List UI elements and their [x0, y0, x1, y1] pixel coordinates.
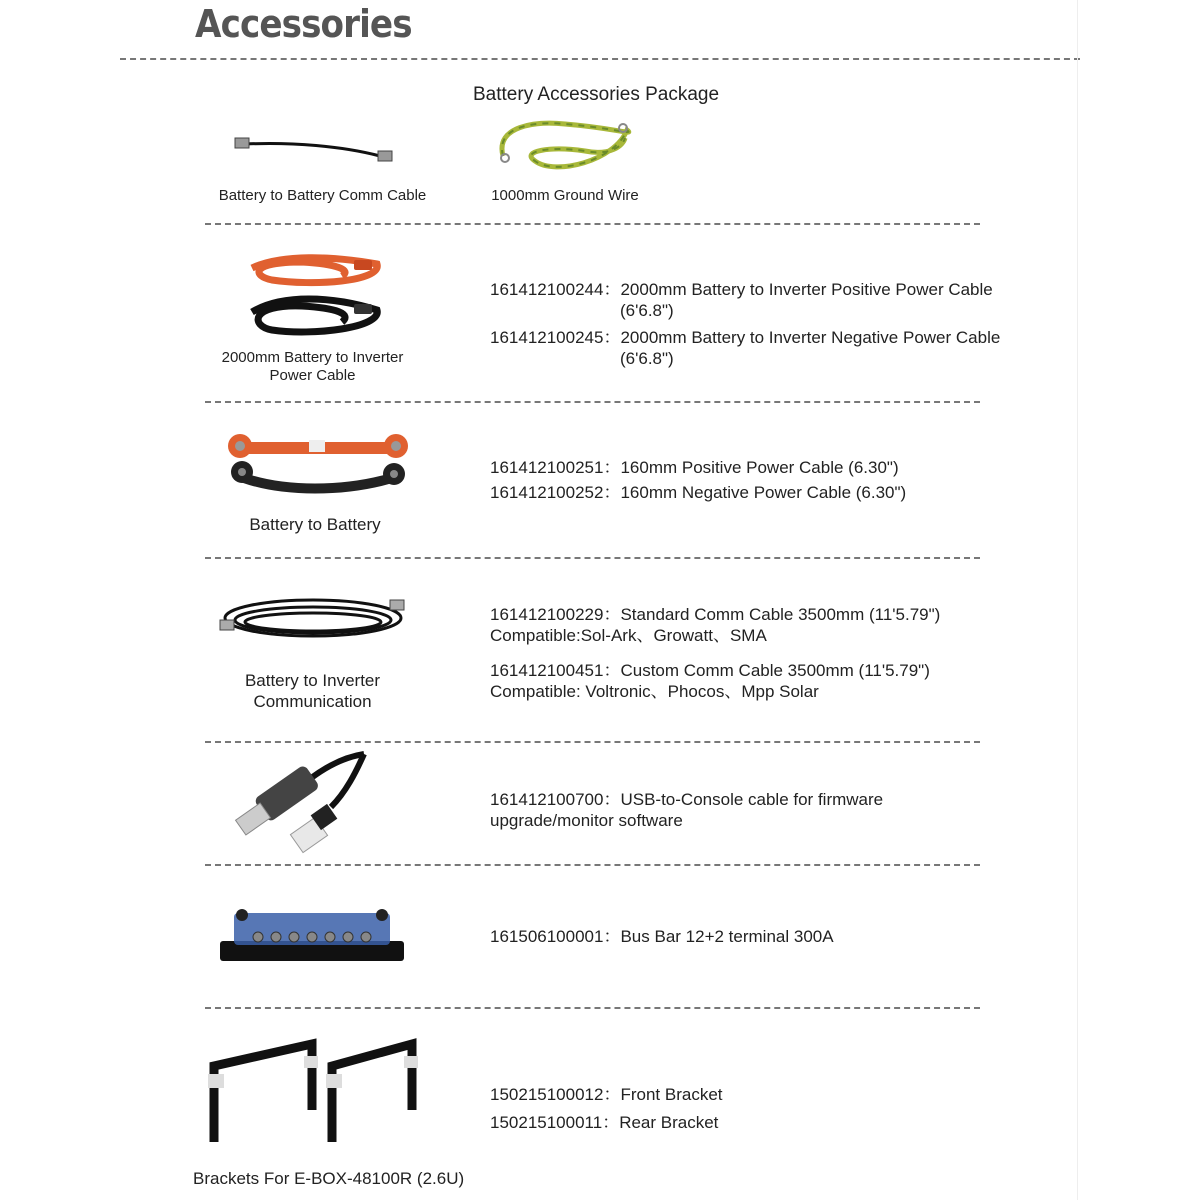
part-number: 161412100251： — [490, 458, 621, 477]
part-number: 161412100245： — [490, 328, 621, 347]
list-item — [490, 482, 906, 503]
compatibility-note: Compatible:Sol-Ark、Growatt、SMA — [490, 626, 767, 645]
list-item — [490, 279, 993, 300]
brackets-caption: Brackets For E-BOX-48100R (2.6U) — [193, 1169, 465, 1188]
title-divider — [120, 58, 1080, 60]
section-divider — [205, 401, 980, 403]
usb-console-cable-image — [236, 752, 371, 862]
part-description: 160mm Positive Power Cable (6.30") — [620, 458, 899, 477]
list-item — [490, 660, 930, 681]
package-heading: Battery Accessories Package — [473, 84, 720, 105]
section-divider — [205, 223, 980, 225]
section-divider — [205, 557, 980, 559]
part-description: 2000mm Battery to Inverter Positive Power Cable — [620, 280, 993, 299]
inverter-comm-cable-image — [218, 590, 408, 650]
section-divider — [205, 1007, 980, 1009]
power-cable-caption-line1: 2000mm Battery to Inverter — [221, 349, 404, 366]
inverter-comm-caption-line2: Communication — [253, 692, 372, 711]
section-divider — [205, 864, 980, 866]
section-divider — [205, 741, 980, 743]
list-item — [490, 327, 1000, 348]
list-item — [490, 1112, 718, 1133]
part-number: 161412100451： — [490, 661, 621, 680]
part-description: Custom Comm Cable 3500mm (11'5.79") — [620, 661, 930, 680]
power-cable-image — [242, 252, 387, 342]
ground-wire-image — [495, 116, 635, 176]
part-number: 161412100229： — [490, 605, 621, 624]
part-description: USB-to-Console cable for firmware — [620, 790, 884, 809]
list-item — [490, 457, 899, 478]
part-number: 150215100012： — [490, 1085, 621, 1104]
brackets-image — [204, 1038, 424, 1148]
battery-link-cable-image — [224, 430, 409, 500]
battery-link-caption: Battery to Battery — [249, 515, 381, 534]
part-number: 150215100011： — [490, 1113, 620, 1132]
list-item — [490, 926, 834, 947]
ground-wire-caption: 1000mm Ground Wire — [491, 187, 639, 204]
part-number: 161412100252： — [490, 483, 621, 502]
compatibility-note: Compatible: Voltronic、Phocos、Mpp Solar — [490, 682, 819, 701]
bus-bar-image — [218, 905, 406, 965]
part-number: 161412100700： — [490, 790, 621, 809]
part-number: 161506100001： — [490, 927, 621, 946]
inverter-comm-caption-line1: Battery to Inverter — [244, 671, 381, 690]
part-description-cont: (6'6.8") — [620, 349, 674, 368]
comm-cable-image — [232, 132, 397, 168]
page-title: Accessories — [195, 2, 412, 46]
part-description-cont: upgrade/monitor software — [490, 811, 683, 830]
list-item — [490, 789, 883, 810]
part-number: 161412100244： — [490, 280, 621, 299]
part-description: 160mm Negative Power Cable (6.30") — [620, 483, 907, 502]
part-description-cont: (6'6.8") — [620, 301, 674, 320]
page-edge-line — [1077, 0, 1078, 1200]
part-description: Bus Bar 12+2 terminal 300A — [620, 927, 834, 946]
part-description: Front Bracket — [620, 1085, 723, 1104]
comm-cable-caption: Battery to Battery Comm Cable — [218, 187, 427, 204]
part-description: Rear Bracket — [619, 1113, 719, 1132]
power-cable-caption-line2: Power Cable — [269, 367, 356, 384]
list-item — [490, 1084, 723, 1105]
list-item — [490, 604, 940, 625]
part-description: Standard Comm Cable 3500mm (11'5.79") — [620, 605, 941, 624]
part-description: 2000mm Battery to Inverter Negative Power Cable — [620, 328, 1001, 347]
